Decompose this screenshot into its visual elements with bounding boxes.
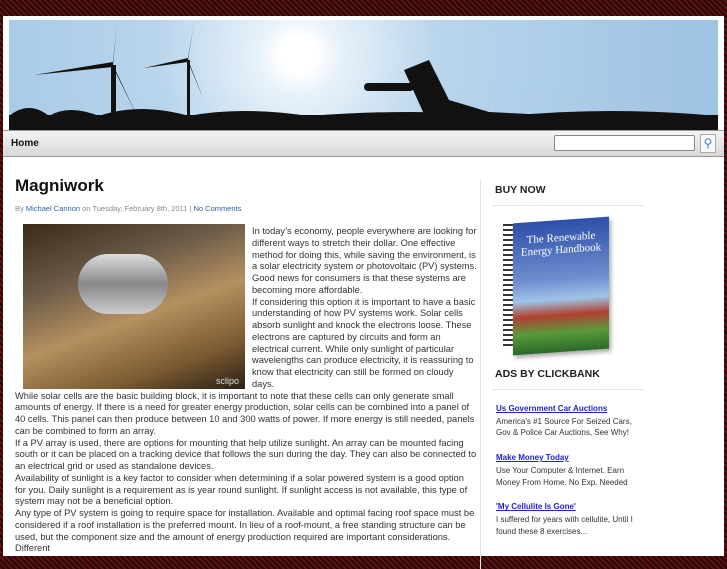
paragraph: While solar cells are the basic building block, it is important to note that these cells can only generate small amounts of energy. If there is a need for greater energy production, solar cells can be combined into a panel of 40 cells. This panel can then produce between 10 and 300 watts of power. If more energy is still needed, panels can be combined to form an array. xyxy=(15,390,475,436)
book-title: The Renewable Energy Handbook xyxy=(520,229,602,259)
ad-link[interactable]: Make Money Today xyxy=(496,453,569,463)
ad-description: Use Your Computer & Internet. Earn Money From Home. No Exp. Needed xyxy=(496,465,628,487)
sidebar xyxy=(493,184,643,537)
post xyxy=(15,176,477,555)
paragraph: If considering this option it is important to have a basic understanding of how PV systems work. Solar cells absorb sunlight and knock the electrons loose. These electrons are captured by circuits and form an electrical current. While only sunlight of particular wavelengths can produce electricity, it is reassuring to know that electricity can still be formed on cloudy days. xyxy=(252,296,476,389)
book-image[interactable] xyxy=(499,216,609,354)
comments-link[interactable]: No Comments xyxy=(193,204,242,213)
ad-link[interactable]: Us Government Car Auctions xyxy=(496,404,608,413)
column-divider xyxy=(480,179,481,569)
ad-description: I suffered for years with cellulite, Until I found these 8 exercises... xyxy=(496,514,633,536)
ads-heading: ADS BY CLICKBANK xyxy=(493,368,643,390)
meta-by: By xyxy=(15,204,24,213)
search-icon: ⚲ xyxy=(703,136,713,150)
author-link[interactable]: Michael Cannon xyxy=(25,204,81,213)
paragraph: If a PV array is used, there are options for mounting that help utilize sunlight. An array can be mounted facing south or it can be placed on a tracking device that follows the sun during the day. They can also be connected to an electrical grid or used as standalone devices. xyxy=(15,437,477,471)
page xyxy=(3,16,724,556)
post-image xyxy=(23,224,245,389)
search-button[interactable] xyxy=(700,134,716,153)
paragraph: Any type of PV system is going to require space for installation. Available and optimal facing roof space must be considered if a roof installation is the preferred mount. In lieu of a roof-mount, a free standing structure can be used, but the component size and the amount of energy production required are important considerations. Different xyxy=(15,508,475,554)
nav-bar xyxy=(3,130,724,157)
ad-link[interactable]: 'My Cellulite Is Gone' xyxy=(496,502,576,512)
wind-turbines-plug-image xyxy=(9,20,718,130)
nav-home[interactable]: Home xyxy=(11,138,39,149)
header-banner xyxy=(9,20,718,130)
ad-item xyxy=(493,452,643,488)
ad-item xyxy=(493,501,643,537)
post-meta xyxy=(15,204,477,213)
buy-now-heading: BUY NOW xyxy=(493,184,643,206)
post-title[interactable]: Magniwork xyxy=(15,176,104,195)
image-watermark: sclipo xyxy=(215,376,239,386)
search-input[interactable] xyxy=(554,135,695,151)
paragraph: In today’s economy, people everywhere are looking for different ways to stretch their dollar. One effective method for doing this, while saving the environment, is a solar electricity system or photovoltaic (PV) systems. Good news for consumers is that these systems are becoming more affordable. xyxy=(252,226,477,295)
meta-date: on Tuesday, February 8th, 2011 | xyxy=(82,204,192,213)
ad-item xyxy=(493,403,643,439)
paragraph: Availability of sunlight is a key factor to consider when determining if a solar powered system is a good option for you. Daily sunlight is a requirement as is year round sunlight. If sunlight access is not available, this type of system may not be a beneficial option. xyxy=(15,472,468,507)
ad-description: America's #1 Source For Seized Cars, Gov & Police Car Auctions, See Why! xyxy=(496,416,632,438)
